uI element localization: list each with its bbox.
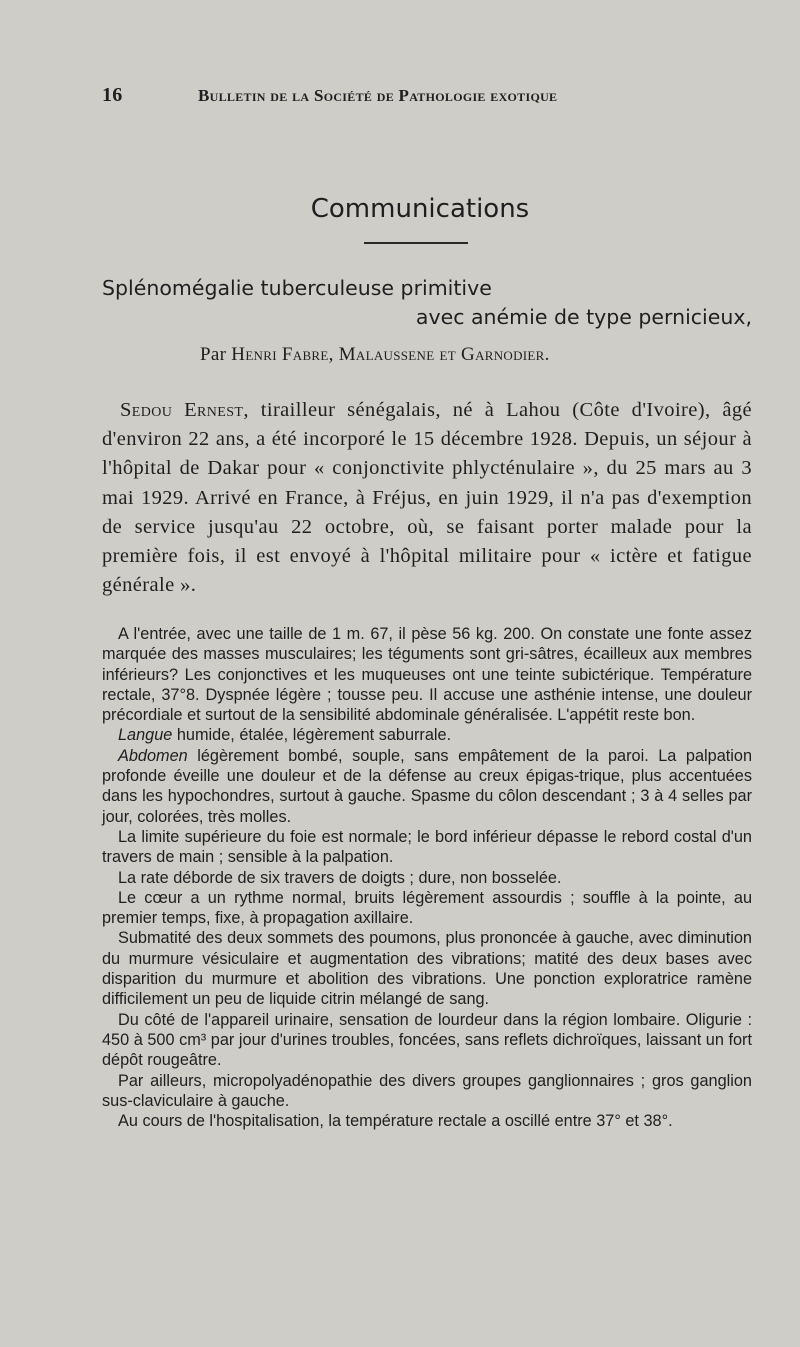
authors: Henri Fabre, Malaussene et Garnodier. — [231, 344, 550, 365]
paragraph: Du côté de l'appareil urinaire, sensation de lourdeur dans la région lombaire. Oligurie : 450 à 500 cm³ par jour d'urines troubles, foncées, sans reflets dichroïques, laissant un fort dépôt rougeâtre. — [102, 1010, 752, 1070]
section-title: Communications — [310, 194, 530, 224]
article-title-line-1: Splénomégalie tuberculeuse primitive — [102, 276, 492, 300]
running-head — [102, 84, 752, 107]
patient-name: Sedou Ernest — [120, 399, 244, 421]
paragraph-lead: Abdomen — [118, 746, 188, 765]
byline-prefix: Par — [200, 344, 227, 365]
paragraph: Langue humide, étalée, légèrement saburrale. — [118, 726, 452, 745]
paragraph: Le cœur a un rythme normal, bruits légèrement assourdis ; souffle à la pointe, au premier temps, fixe, à propagation axillaire. — [102, 888, 752, 928]
page-number: 16 — [102, 84, 123, 106]
intro-paragraph — [102, 396, 752, 600]
section-divider — [364, 242, 468, 244]
intro-text: , tirailleur sénégalais, né à Lahou (Côte d'Ivoire), âgé d'environ 22 ans, a été incorporé le 15 décembre 1928. Depuis, un séjour à l'hôpital de Dakar pour « conjonctivite phlycténulaire », du 25 mars au 3 mai 1929. Arrivé en France, à Fréjus, en juin 1929, il n'a pas d'exemption de service jusqu'au 22 octobre, où, se faisant porter malade pour la première fois, il est envoyé à l'hôpital militaire pour « ictère et fatigue générale ». — [102, 399, 753, 597]
paragraph-lead: Langue — [118, 726, 173, 745]
case-body — [102, 624, 752, 1131]
paragraph: Par ailleurs, micropolyadénopathie des divers groupes ganglionnaires ; gros ganglion sus-claviculaire à gauche. — [102, 1071, 752, 1110]
paragraph: La rate déborde de six travers de doigts ; dure, non bosselée. — [118, 868, 562, 887]
article-title-line-2: avec anémie de type pernicieux, — [415, 305, 752, 329]
byline — [200, 344, 550, 366]
article-title — [102, 274, 752, 332]
paragraph: Au cours de l'hospitalisation, la température rectale a oscillé entre 37° et 38°. — [118, 1112, 673, 1131]
journal-title: Bulletin de la Société de Pathologie exotique — [198, 86, 558, 105]
paragraph: Submatité des deux sommets des poumons, plus prononcée à gauche, avec diminution du murmure vésiculaire et augmentation des vibrations; matité des deux bases avec disparition du murmure et abolition des vibrations. Une ponction exploratrice ramène difficilement un peu de liquide citrin mélangé de sang. — [102, 929, 752, 1009]
paragraph: A l'entrée, avec une taille de 1 m. 67, il pèse 56 kg. 200. On constate une fonte assez marquée des masses musculaires; les téguments sont gri-sâtres, écailleux aux membres inférieurs? Les conjonctives et les muqueuses ont une teinte subictérique. Température rectale, 37°8. Dyspnée légère ; tousse peu. Il accuse une asthénie intense, une douleur précordiale et surtout de la sensibilité abdominale généralisée. L'appétit reste bon. — [102, 625, 752, 725]
paragraph: Abdomen légèrement bombé, souple, sans empâtement de la paroi. La palpation profonde éveille une douleur et de la défense au creux épigas-trique, plus accentuées dans les hypochondres, surtout à gauche. Spasme du côlon descendant ; 3 à 4 selles par jour, colorées, très molles. — [102, 746, 752, 826]
paragraph: La limite supérieure du foie est normale; le bord inférieur dépasse le rebord costal d'un travers de main ; sensible à la palpation. — [102, 827, 752, 867]
